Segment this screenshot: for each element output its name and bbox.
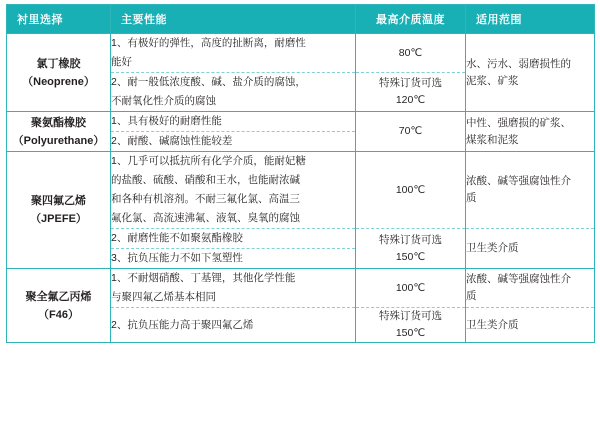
cell-application: 浓酸、碱等强腐蚀性介 质 <box>466 152 595 229</box>
cell-performance: 3、抗负压能力不如下氢塑性 <box>111 249 356 269</box>
cell-max-temp: 100℃ <box>356 269 466 308</box>
cell-performance: 1、有极好的弹性，高度的扯断离，耐磨性 能好 <box>111 34 356 73</box>
material-name-en: （Neoprene） <box>22 75 95 88</box>
cell-application: 中性、强磨损的矿浆、 煤浆和泥浆 <box>466 112 595 152</box>
material-name-en: （Polyurethane） <box>12 134 105 147</box>
cell-performance: 2、抗负压能力高于聚四氟乙烯 <box>111 308 356 343</box>
table-row <box>7 34 595 73</box>
cell-performance: 1、不耐烟硝酸、丁基锂，其他化学性能 与聚四氟乙烯基本相同 <box>111 269 356 308</box>
cell-material-neoprene <box>7 34 111 112</box>
material-name-en: （F46） <box>38 308 79 321</box>
table-body <box>7 34 595 343</box>
material-name: 聚全氟乙丙烯 <box>25 290 92 303</box>
cell-application: 浓酸、碱等强腐蚀性介 质 <box>466 269 595 308</box>
lining-material-table <box>6 4 595 343</box>
cell-material-polyurethane <box>7 112 111 152</box>
column-header-application: 适用范围 <box>466 5 595 34</box>
material-name: 聚四氟乙烯 <box>31 195 86 207</box>
table-row <box>7 269 595 308</box>
material-name-en: （JPEFE） <box>30 213 87 225</box>
table-header <box>7 5 595 34</box>
cell-max-temp: 特殊订货可选 120℃ <box>356 73 466 112</box>
cell-max-temp: 特殊订货可选 150℃ <box>356 229 466 269</box>
cell-application: 卫生类介质 <box>466 308 595 343</box>
cell-max-temp: 80℃ <box>356 34 466 73</box>
column-header-lining: 衬里选择 <box>7 5 111 34</box>
cell-performance: 2、耐酸、碱腐蚀性能较差 <box>111 132 356 152</box>
material-name: 氯丁橡胶 <box>36 57 81 70</box>
cell-performance: 1、几乎可以抵抗所有化学介质，能耐妃糖 的盐酸、硫酸、硝酸和王水，也能耐浓碱 和各种有机溶剂。不耐三氟化氯、高温三 氟化氯、高流速沸氟、液氧、臭氧的腐蚀 <box>111 152 356 229</box>
cell-performance: 1、具有极好的耐磨性能 <box>111 112 356 132</box>
cell-performance: 2、耐一般低浓度酸、碱、盐介质的腐蚀， 不耐氧化性介质的腐蚀 <box>111 73 356 112</box>
column-header-max-temp: 最高介质温度 <box>356 5 466 34</box>
cell-material-fep <box>7 269 111 343</box>
cell-performance: 2、耐磨性能不如聚氨酯橡胶 <box>111 229 356 249</box>
material-name: 聚氨酯橡胶 <box>31 116 86 129</box>
cell-application: 卫生类介质 <box>466 229 595 269</box>
table-row <box>7 112 595 132</box>
cell-max-temp: 特殊订货可选 150℃ <box>356 308 466 343</box>
column-header-performance: 主要性能 <box>111 5 356 34</box>
cell-max-temp: 100℃ <box>356 152 466 229</box>
cell-application: 水、污水、弱磨损性的 泥浆、矿浆 <box>466 34 595 112</box>
cell-material-ptfe <box>7 152 111 269</box>
cell-max-temp: 70℃ <box>356 112 466 152</box>
table-row <box>7 152 595 229</box>
table-header-row <box>7 5 595 34</box>
